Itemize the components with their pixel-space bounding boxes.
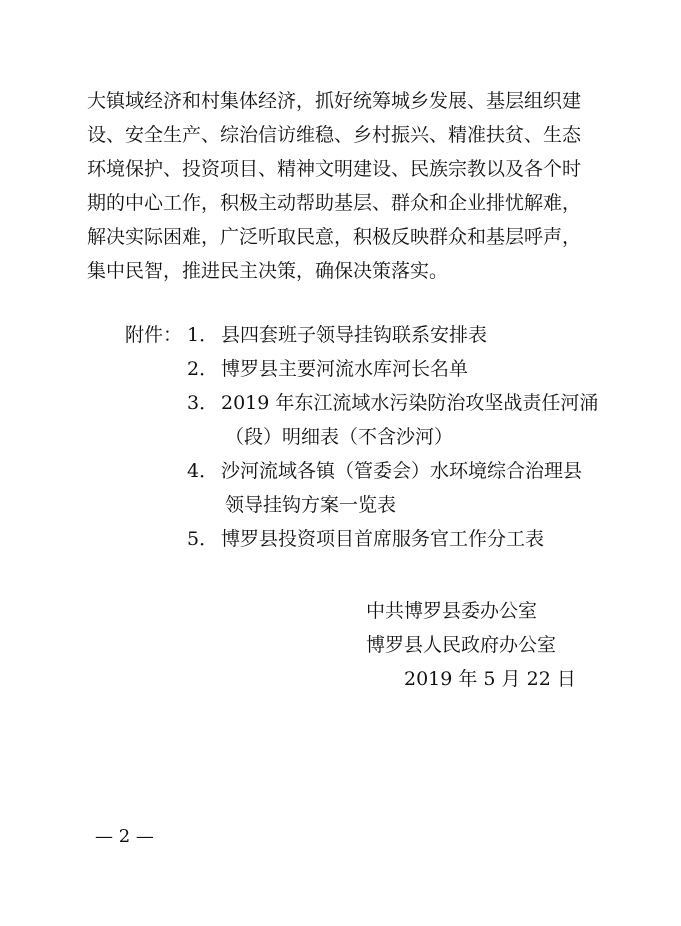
attachment-item xyxy=(125,454,605,488)
attachment-title: 2019 年东江流域水污染防治攻坚战责任河涌 xyxy=(221,392,599,414)
body-line: 解决实际困难，广泛听取民意，积极反映群众和基层呼声， xyxy=(87,226,582,248)
attachment-number: 2． xyxy=(187,358,219,380)
body-line: 环境保护、投资项目、精神文明建设、民族宗教以及各个时 xyxy=(87,158,582,180)
issuing-org: 博罗县人民政府办公室 xyxy=(366,634,557,656)
attachment-item xyxy=(125,386,605,420)
body-line: 期的中心工作，积极主动帮助基层、群众和企业排忧解难， xyxy=(87,192,582,214)
attachment-item xyxy=(125,522,605,556)
attachment-title: 沙河流域各镇（管委会）水环境综合治理县 xyxy=(221,460,583,482)
signature-block xyxy=(366,594,576,696)
attachment-number: 1． xyxy=(187,324,219,346)
attachment-number: 3． xyxy=(187,392,219,414)
attachments-label: 附件： xyxy=(125,324,183,346)
attachment-title-continued: 领导挂钩方案一览表 xyxy=(225,494,397,516)
attachment-item xyxy=(125,318,605,352)
attachment-number: 4． xyxy=(187,460,219,482)
body-line: 大镇域经济和村集体经济，抓好统筹城乡发展、基层组织建 xyxy=(87,90,582,112)
attachment-title: 县四套班子领导挂钩联系安排表 xyxy=(221,324,488,346)
attachment-title: 博罗县投资项目首席服务官工作分工表 xyxy=(221,528,545,550)
attachment-title: 博罗县主要河流水库河长名单 xyxy=(221,358,469,380)
page-number: — 2 — xyxy=(95,826,154,847)
attachment-number: 5． xyxy=(187,528,219,550)
attachment-title-continued: （段）明细表（不含沙河） xyxy=(225,426,454,448)
body-line: 集中民智，推进民主决策，确保决策落实。 xyxy=(87,260,449,282)
body-line: 设、安全生产、综治信访维稳、乡村振兴、精准扶贫、生态 xyxy=(87,124,582,146)
attachments-list xyxy=(125,318,605,556)
body-paragraph xyxy=(87,84,607,288)
issuing-org: 中共博罗县委办公室 xyxy=(366,600,538,622)
issue-date: 2019 年 5 月 22 日 xyxy=(404,668,576,690)
attachment-item xyxy=(125,352,605,386)
